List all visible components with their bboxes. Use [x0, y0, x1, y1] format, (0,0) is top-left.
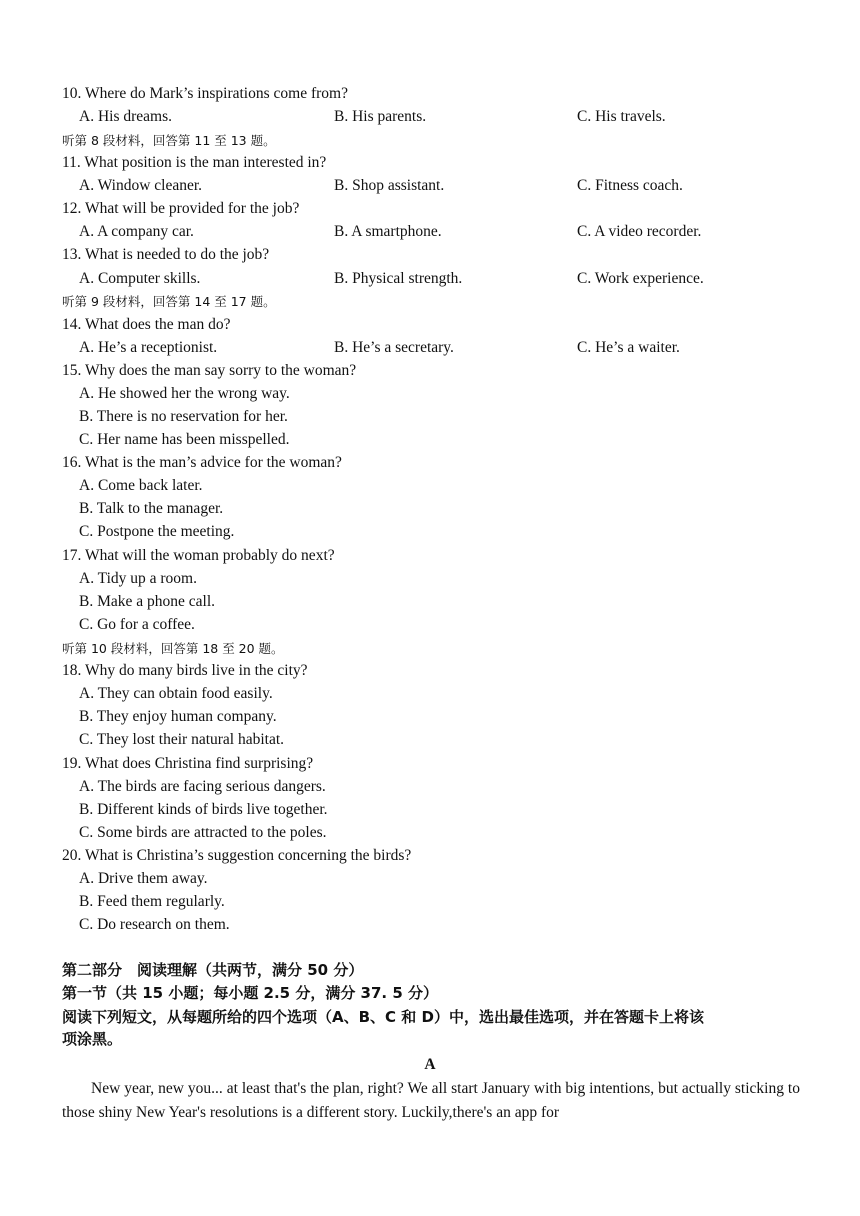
q16-option-a: A. Come back later.	[79, 477, 203, 494]
question-17: 17. What will the woman probably do next?	[62, 547, 335, 564]
q18-option-a: A. They can obtain food easily.	[79, 685, 273, 702]
q16-option-b: B. Talk to the manager.	[79, 500, 224, 517]
q19-option-c: C. Some birds are attracted to the poles.	[79, 824, 327, 841]
q18-option-c: C. They lost their natural habitat.	[79, 731, 285, 748]
q17-option-a: A. Tidy up a room.	[79, 570, 197, 587]
passage-label: A	[424, 1056, 436, 1073]
q13-option-b: B. Physical strength.	[334, 270, 463, 287]
question-15: 15. Why does the man say sorry to the woman?	[62, 362, 357, 379]
q20-option-c: C. Do research on them.	[79, 916, 230, 933]
listening-note-8: 听第 8 段材料，回答第 11 至 13 题。	[62, 133, 276, 148]
question-14: 14. What does the man do?	[62, 316, 231, 333]
instruction-line-1: 阅读下列短文，从每题所给的四个选项（A、B、C 和 D）中，选出最佳选项，并在答题卡上将该	[62, 1008, 704, 1026]
q16-option-c: C. Postpone the meeting.	[79, 523, 235, 540]
q11-option-a: A. Window cleaner.	[79, 177, 203, 194]
q12-option-a: A. A company car.	[79, 223, 194, 240]
instruction-line-2: 项涂黑。	[62, 1030, 123, 1048]
question-18: 18. Why do many birds live in the city?	[62, 662, 308, 679]
question-11: 11. What position is the man interested in?	[62, 154, 327, 171]
section1-heading: 第一节（共 15 小题；每小题 2.5 分，满分 37. 5 分）	[62, 984, 439, 1002]
listening-note-10: 听第 10 段材料，回答第 18 至 20 题。	[62, 641, 284, 656]
question-19: 19. What does Christina find surprising?	[62, 755, 314, 772]
question-10: 10. Where do Mark’s inspirations come from?	[62, 85, 348, 102]
q20-option-a: A. Drive them away.	[79, 870, 208, 887]
q14-option-c: C. He’s a waiter.	[577, 339, 680, 356]
q10-option-a: A. His dreams.	[79, 108, 172, 125]
passage-a-text: New year, new you... at least that's the plan, right? We all start January with big intentions, but actually sticking to those shiny New Year's resolutions is a different story. Luckily,there's an app for	[62, 1080, 800, 1121]
q19-option-b: B. Different kinds of birds live together.	[79, 801, 328, 818]
q11-option-c: C. Fitness coach.	[577, 177, 683, 194]
q18-option-b: B. They enjoy human company.	[79, 708, 277, 725]
q17-option-b: B. Make a phone call.	[79, 593, 216, 610]
q20-option-b: B. Feed them regularly.	[79, 893, 225, 910]
q13-option-c: C. Work experience.	[577, 270, 704, 287]
listening-note-9: 听第 9 段材料，回答第 14 至 17 题。	[62, 294, 276, 309]
q14-option-a: A. He’s a receptionist.	[79, 339, 218, 356]
q14-option-b: B. He’s a secretary.	[334, 339, 454, 356]
question-20: 20. What is Christina’s suggestion concerning the birds?	[62, 847, 412, 864]
q10-option-c: C. His travels.	[577, 108, 666, 125]
q15-option-a: A. He showed her the wrong way.	[79, 385, 290, 402]
q13-option-a: A. Computer skills.	[79, 270, 201, 287]
q17-option-c: C. Go for a coffee.	[79, 616, 195, 633]
part2-heading: 第二部分 阅读理解（共两节，满分 50 分）	[62, 961, 364, 979]
question-16: 16. What is the man’s advice for the woman?	[62, 454, 342, 471]
q15-option-c: C. Her name has been misspelled.	[79, 431, 290, 448]
q12-option-b: B. A smartphone.	[334, 223, 442, 240]
q19-option-a: A. The birds are facing serious dangers.	[79, 778, 326, 795]
q11-option-b: B. Shop assistant.	[334, 177, 445, 194]
q12-option-c: C. A video recorder.	[577, 223, 702, 240]
q15-option-b: B. There is no reservation for her.	[79, 408, 288, 425]
q10-option-b: B. His parents.	[334, 108, 427, 125]
question-13: 13. What is needed to do the job?	[62, 246, 270, 263]
question-12: 12. What will be provided for the job?	[62, 200, 300, 217]
